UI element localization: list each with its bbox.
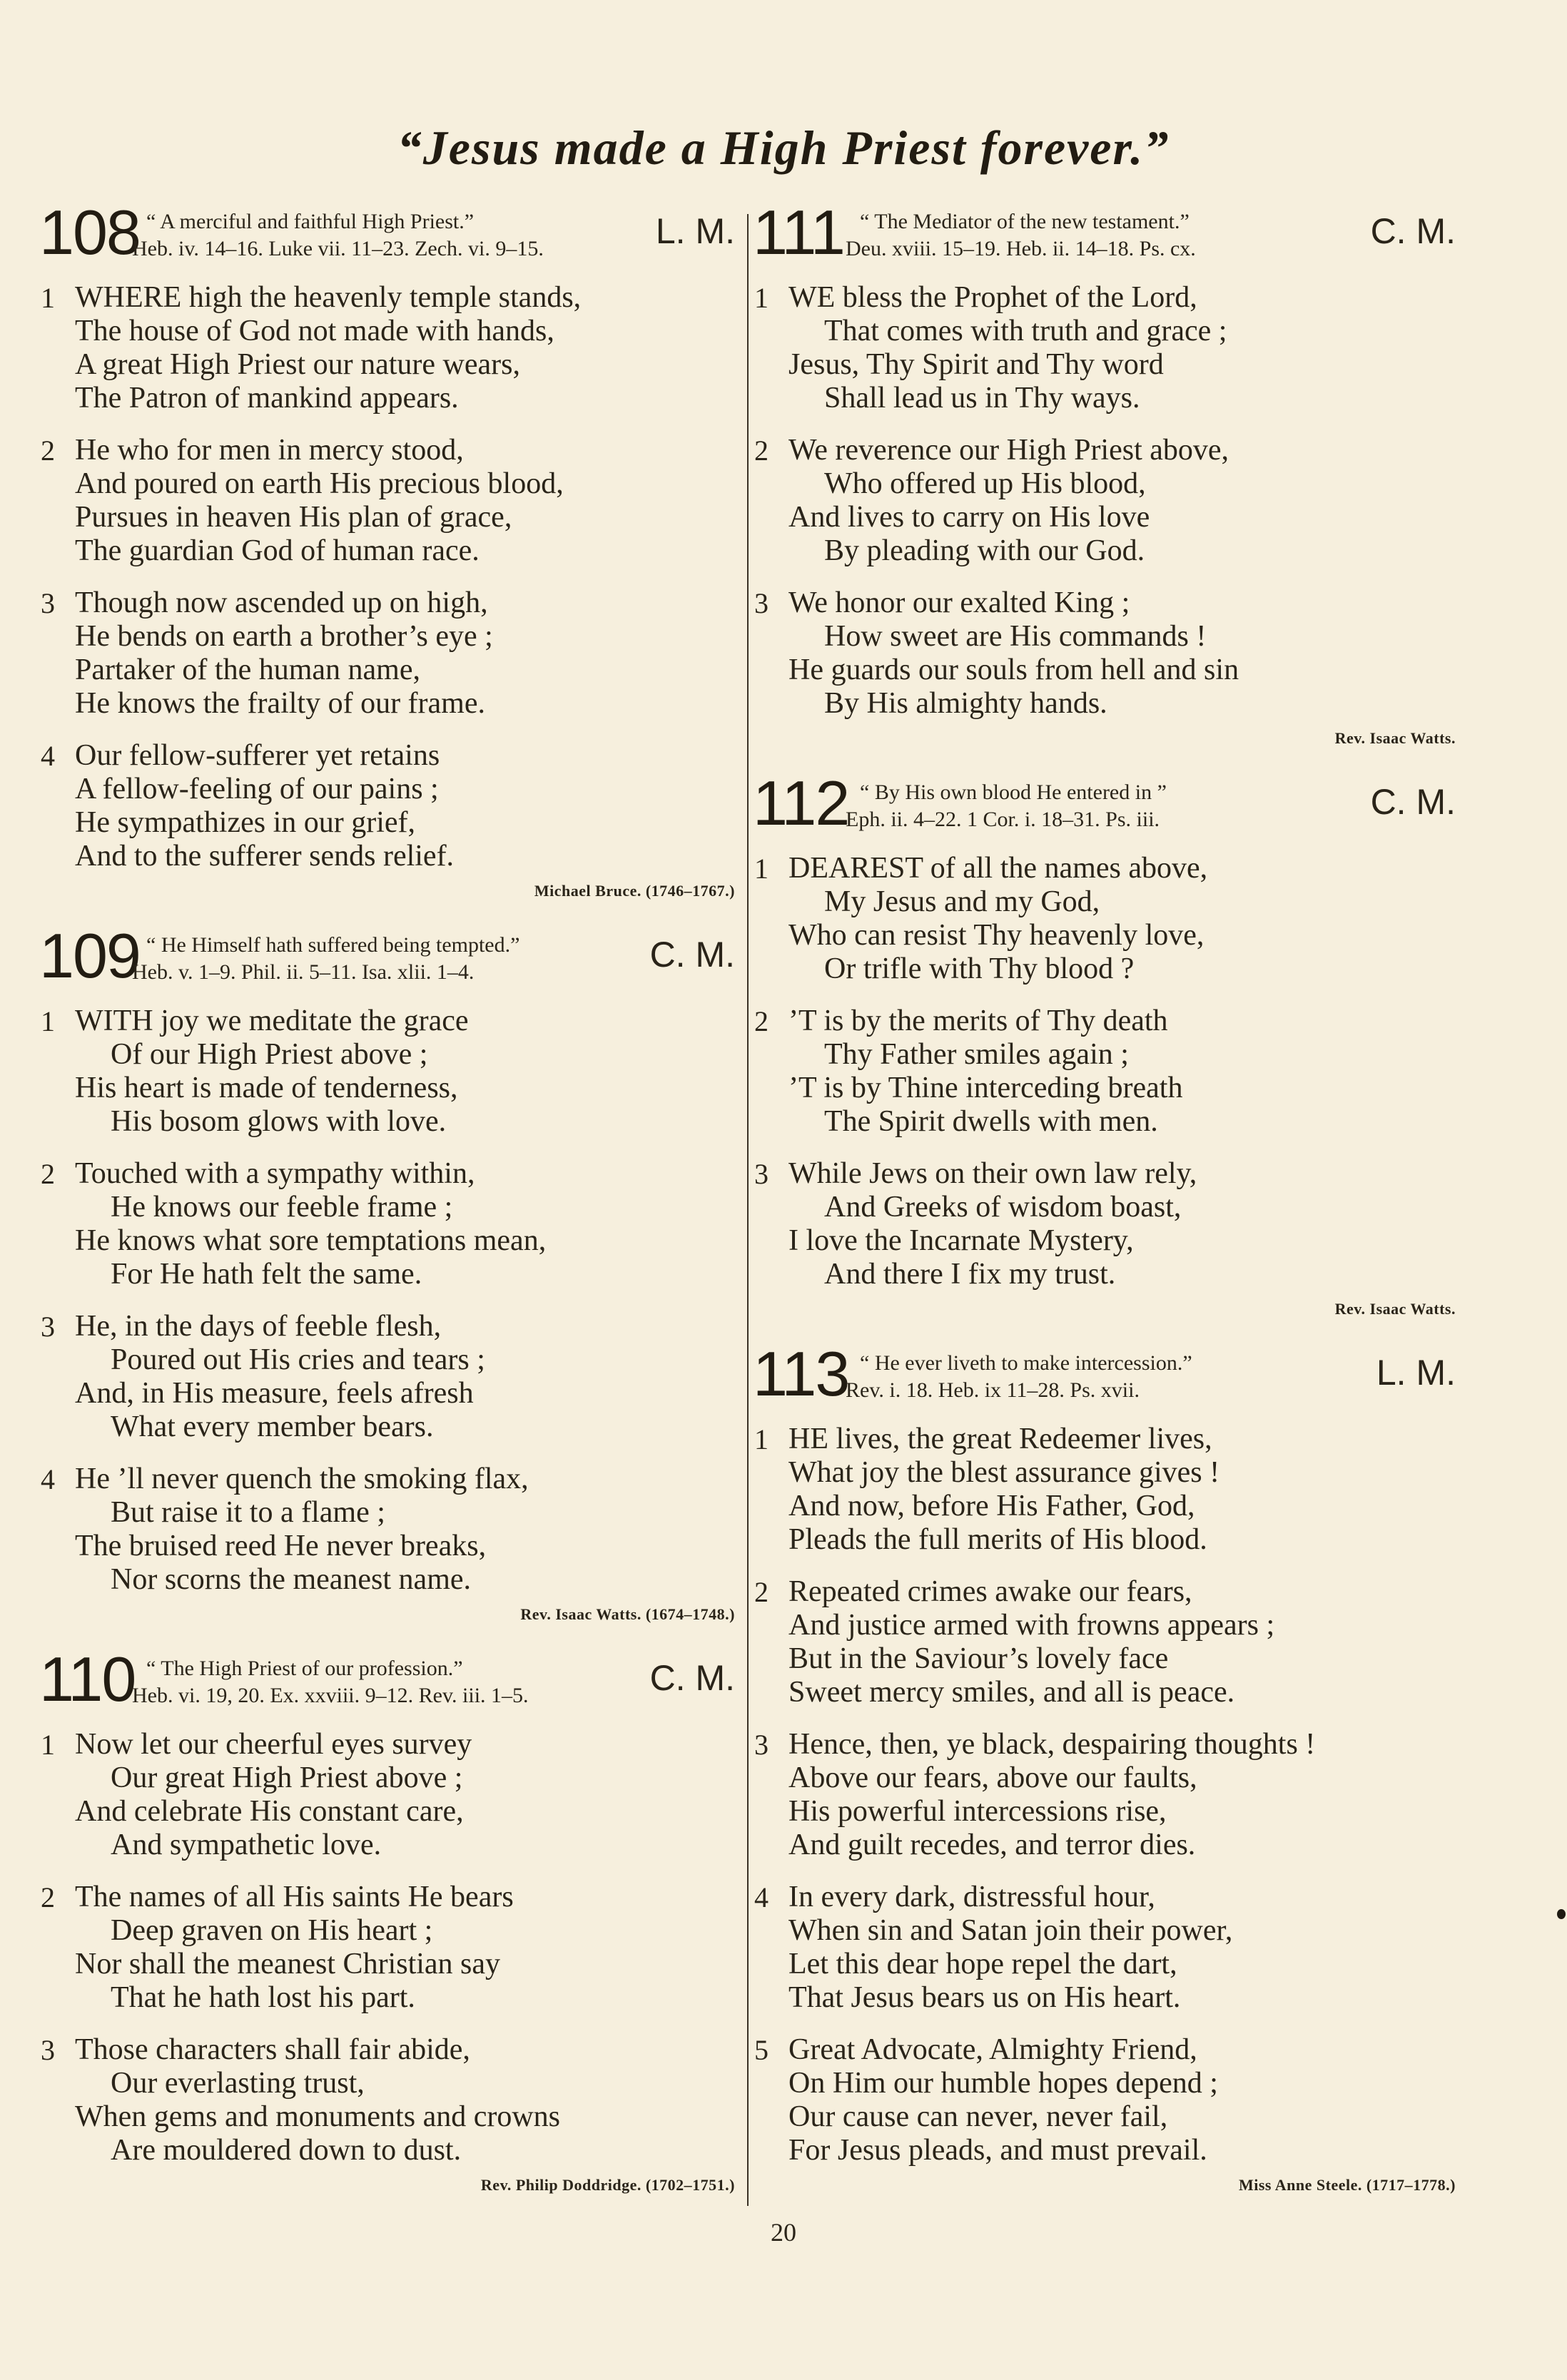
verse-line: For He hath felt the same.	[111, 1258, 422, 1291]
verse-line: Sweet mercy smiles, and all is peace.	[788, 1676, 1235, 1709]
hymn-caption: “ The High Priest of our profession.”	[146, 1657, 463, 1680]
verse-line: The house of God not made with hands,	[75, 315, 554, 347]
verse-line: But in the Saviour’s lovely face	[788, 1642, 1169, 1675]
stanza-number: 2	[41, 1881, 55, 1913]
scripture-references: Heb. vi. 19, 20. Ex. xxviii. 9–12. Rev. iii. 1–5.	[132, 1684, 529, 1707]
verse-line: His powerful intercessions rise,	[788, 1795, 1167, 1828]
stanza-number: 3	[41, 1311, 55, 1343]
verse-line: A fellow-feeling of our pains ;	[75, 773, 439, 805]
hymn-meter: C. M.	[649, 1658, 735, 1698]
verse-line: We honor our exalted King ;	[788, 586, 1130, 619]
verse-line: Nor shall the meanest Christian say	[75, 1948, 501, 1980]
hymn-number: 113	[753, 1338, 849, 1409]
verse-line: Hence, then, ye black, despairing thoughts !	[788, 1728, 1316, 1761]
verse-line: He knows what sore temptations mean,	[75, 1224, 547, 1257]
verse-line: Are mouldered down to dust.	[111, 2134, 462, 2167]
stanza-number: 4	[41, 740, 55, 772]
stanza	[39, 434, 735, 568]
stanza-number: 3	[41, 2034, 55, 2066]
verse-line: The bruised reed He never breaks,	[75, 1530, 487, 1562]
verse-line: He knows our feeble frame ;	[111, 1191, 453, 1224]
stanza-number: 5	[754, 2034, 769, 2066]
verse-line: Deep graven on His heart ;	[111, 1914, 433, 1947]
hymn-111	[753, 197, 1456, 748]
stanza	[39, 1881, 735, 2015]
stanza-number: 1	[41, 1729, 55, 1761]
hymn-header	[753, 1338, 1456, 1413]
verse-line: Thy Father smiles again ;	[824, 1038, 1129, 1071]
verse-line: And, in His measure, feels afresh	[75, 1377, 474, 1410]
author-attribution: Rev. Philip Doddridge. (1702–1751.)	[480, 2176, 735, 2194]
author-attribution: Rev. Isaac Watts.	[1334, 729, 1456, 747]
stanza	[39, 1728, 735, 1862]
stanza-number: 1	[754, 282, 769, 314]
verse-line: Touched with a sympathy within,	[75, 1157, 475, 1190]
hymn-caption: “ He Himself hath suffered being tempted.”	[146, 933, 520, 957]
stanza-number: 4	[41, 1463, 55, 1495]
stanza	[753, 2033, 1456, 2167]
hymn-caption: “ The Mediator of the new testament.”	[860, 210, 1190, 233]
verse-line: ’T is by the merits of Thy death	[788, 1005, 1168, 1037]
verse-line: WITH joy we meditate the grace	[75, 1005, 469, 1037]
stanza-number: 2	[754, 1576, 769, 1608]
verse-line: Now let our cheerful eyes survey	[75, 1728, 472, 1761]
verse-line: That Jesus bears us on His heart.	[788, 1981, 1181, 2014]
hymn-113	[753, 1338, 1456, 2195]
stanza-number: 2	[41, 1158, 55, 1190]
hymn-number: 110	[39, 1644, 136, 1714]
verse-line: And now, before His Father, God,	[788, 1490, 1195, 1522]
author-attribution: Michael Bruce. (1746–1767.)	[534, 882, 735, 900]
hymn-meter: C. M.	[1370, 782, 1456, 822]
hymn-meter: L. M.	[1376, 1353, 1456, 1393]
verse-line: He, in the days of feeble flesh,	[75, 1310, 442, 1343]
left-column	[39, 197, 735, 2226]
hymn-header	[753, 768, 1456, 842]
verse-line: He who for men in mercy stood,	[75, 434, 464, 467]
verse-line: The Patron of mankind appears.	[75, 382, 459, 415]
verse-line: WHERE high the heavenly temple stands,	[75, 281, 582, 314]
verse-line: Of our High Priest above ;	[111, 1038, 428, 1071]
stanza	[753, 281, 1456, 415]
verse-line: Partaker of the human name,	[75, 654, 420, 686]
verse-line: Poured out His cries and tears ;	[111, 1343, 485, 1376]
stanza-number: 2	[754, 434, 769, 467]
verse-line: For Jesus pleads, and must prevail.	[788, 2134, 1207, 2167]
page-title: “Jesus made a High Priest forever.”	[397, 121, 1170, 175]
author-attribution: Miss Anne Steele. (1717–1778.)	[1238, 2176, 1456, 2194]
stanza	[753, 1423, 1456, 1557]
verse-line: In every dark, distressful hour,	[788, 1881, 1155, 1913]
verse-line: Let this dear hope repel the dart,	[788, 1948, 1177, 1980]
verse-line: Who can resist Thy heavenly love,	[788, 919, 1205, 952]
stanza	[39, 2033, 735, 2167]
verse-line: And there I fix my trust.	[824, 1258, 1116, 1291]
hymn-number: 108	[39, 197, 140, 268]
verse-line: Shall lead us in Thy ways.	[824, 382, 1140, 415]
verse-line: And justice armed with frowns appears ;	[788, 1609, 1275, 1642]
verse-line: He guards our souls from hell and sin	[788, 654, 1239, 686]
stanza-number: 3	[754, 1158, 769, 1190]
author-attribution: Rev. Isaac Watts. (1674–1748.)	[520, 1605, 735, 1623]
stanza	[753, 1005, 1456, 1139]
verse-line: Great Advocate, Almighty Friend,	[788, 2033, 1197, 2066]
hymn-header	[753, 197, 1456, 271]
stanza-number: 3	[754, 587, 769, 619]
hymn-header	[39, 197, 735, 271]
verse-line: He sympathizes in our grief,	[75, 806, 416, 839]
verse-line: Who offered up His blood,	[824, 467, 1146, 500]
verse-line: While Jews on their own law rely,	[788, 1157, 1197, 1190]
hymn-caption: “ He ever liveth to make intercession.”	[860, 1351, 1192, 1375]
verse-line: Though now ascended up on high,	[75, 586, 488, 619]
stanza	[753, 1881, 1456, 2015]
verse-line: Our great High Priest above ;	[111, 1761, 463, 1794]
verse-line: A great High Priest our nature wears,	[75, 348, 520, 381]
verse-line: By pleading with our God.	[824, 534, 1145, 567]
verse-line: He bends on earth a brother’s eye ;	[75, 620, 493, 653]
verse-line: Our everlasting trust,	[111, 2067, 365, 2100]
hymn-number: 109	[39, 920, 140, 991]
margin-ink-dot	[1557, 1909, 1566, 1919]
verse-line: Or trifle with Thy blood ?	[824, 952, 1135, 985]
stanza	[39, 586, 735, 721]
stanza	[753, 852, 1456, 986]
stanza-number: 1	[41, 282, 55, 314]
stanza	[753, 1157, 1456, 1291]
stanza-number: 4	[754, 1881, 769, 1913]
hymn-number: 111	[753, 197, 844, 268]
verse-line: On Him our humble hopes depend ;	[788, 2067, 1218, 2100]
verse-line: His bosom glows with love.	[111, 1105, 447, 1138]
verse-line: Those characters shall fair abide,	[75, 2033, 470, 2066]
hymn-meter: C. M.	[649, 935, 735, 975]
verse-line: By His almighty hands.	[824, 687, 1107, 720]
verse-line: That he hath lost his part.	[111, 1981, 415, 2014]
verse-line: What joy the blest assurance gives !	[788, 1456, 1220, 1489]
verse-line: The Spirit dwells with men.	[824, 1105, 1158, 1138]
scripture-references: Rev. i. 18. Heb. ix 11–28. Ps. xvii.	[846, 1378, 1140, 1402]
verse-line: Pleads the full merits of His blood.	[788, 1523, 1207, 1556]
stanza	[39, 1157, 735, 1291]
verse-line: Repeated crimes awake our fears,	[788, 1575, 1192, 1608]
stanza	[39, 1310, 735, 1444]
verse-line: And celebrate His constant care,	[75, 1795, 464, 1828]
verse-line: His heart is made of tenderness,	[75, 1072, 458, 1104]
verse-line: Nor scorns the meanest name.	[111, 1563, 472, 1596]
hymn-meter: C. M.	[1370, 211, 1456, 251]
verse-line: HE lives, the great Redeemer lives,	[788, 1423, 1212, 1455]
right-column	[753, 197, 1456, 2226]
scripture-references: Deu. xviii. 15–19. Heb. ii. 14–18. Ps. cx.	[846, 237, 1196, 260]
stanza	[39, 739, 735, 873]
scripture-references: Heb. v. 1–9. Phil. ii. 5–11. Isa. xlii. 1–4.	[132, 960, 475, 984]
hymn-112	[753, 768, 1456, 1318]
verse-line: Above our fears, above our faults,	[788, 1761, 1197, 1794]
verse-line: He knows the frailty of our frame.	[75, 687, 485, 720]
stanza	[753, 586, 1456, 721]
hymn-109	[39, 920, 735, 1624]
stanza	[753, 434, 1456, 568]
stanza-number: 2	[41, 434, 55, 467]
stanza-number: 1	[41, 1005, 55, 1037]
verse-line: What every member bears.	[111, 1410, 434, 1443]
stanza-number: 1	[754, 1423, 769, 1455]
verse-line: And poured on earth His precious blood,	[75, 467, 564, 500]
verse-line: And to the sufferer sends relief.	[75, 840, 455, 873]
verse-line: Jesus, Thy Spirit and Thy word	[788, 348, 1164, 381]
verse-line: My Jesus and my God,	[824, 885, 1100, 918]
verse-line: When gems and monuments and crowns	[75, 2100, 561, 2133]
verse-line: And guilt recedes, and terror dies.	[788, 1829, 1196, 1861]
scripture-references: Heb. iv. 14–16. Luke vii. 11–23. Zech. vi. 9–15.	[132, 237, 544, 260]
hymn-meter: L. M.	[655, 211, 735, 251]
verse-line: DEAREST of all the names above,	[788, 852, 1208, 885]
verse-line: When sin and Satan join their power,	[788, 1914, 1233, 1947]
stanza-number: 3	[41, 587, 55, 619]
verse-line: And lives to carry on His love	[788, 501, 1150, 534]
hymn-caption: “ A merciful and faithful High Priest.”	[146, 210, 475, 233]
verse-line: The names of all His saints He bears	[75, 1881, 514, 1913]
hymn-number: 112	[753, 768, 849, 838]
hymn-108	[39, 197, 735, 900]
stanza	[39, 1463, 735, 1597]
verse-line: He ’ll never quench the smoking flax,	[75, 1463, 529, 1495]
hymn-header	[39, 1644, 735, 1718]
stanza-number: 3	[754, 1729, 769, 1761]
page-number: 20	[771, 2218, 796, 2247]
verse-line: ’T is by Thine interceding breath	[788, 1072, 1183, 1104]
hymn-caption: “ By His own blood He entered in ”	[860, 780, 1167, 804]
verse-line: But raise it to a flame ;	[111, 1496, 385, 1529]
column-divider	[747, 214, 749, 2206]
hymn-110	[39, 1644, 735, 2195]
stanza-number: 2	[754, 1005, 769, 1037]
stanza-number: 1	[754, 853, 769, 885]
stanza	[39, 1005, 735, 1139]
verse-line: We reverence our High Priest above,	[788, 434, 1229, 467]
verse-line: Pursues in heaven His plan of grace,	[75, 501, 512, 534]
verse-line: Our cause can never, never fail,	[788, 2100, 1168, 2133]
verse-line: And Greeks of wisdom boast,	[824, 1191, 1182, 1224]
verse-line: And sympathetic love.	[111, 1829, 382, 1861]
verse-line: Our fellow-sufferer yet retains	[75, 739, 440, 772]
verse-line: I love the Incarnate Mystery,	[788, 1224, 1134, 1257]
author-attribution: Rev. Isaac Watts.	[1334, 1300, 1456, 1318]
hymn-header	[39, 920, 735, 995]
verse-line: The guardian God of human race.	[75, 534, 480, 567]
stanza	[753, 1575, 1456, 1709]
stanza	[753, 1728, 1456, 1862]
verse-line: That comes with truth and grace ;	[824, 315, 1227, 347]
verse-line: How sweet are His commands !	[824, 620, 1207, 653]
verse-line: WE bless the Prophet of the Lord,	[788, 281, 1197, 314]
scripture-references: Eph. ii. 4–22. 1 Cor. i. 18–31. Ps. iii.	[846, 808, 1160, 831]
stanza	[39, 281, 735, 415]
